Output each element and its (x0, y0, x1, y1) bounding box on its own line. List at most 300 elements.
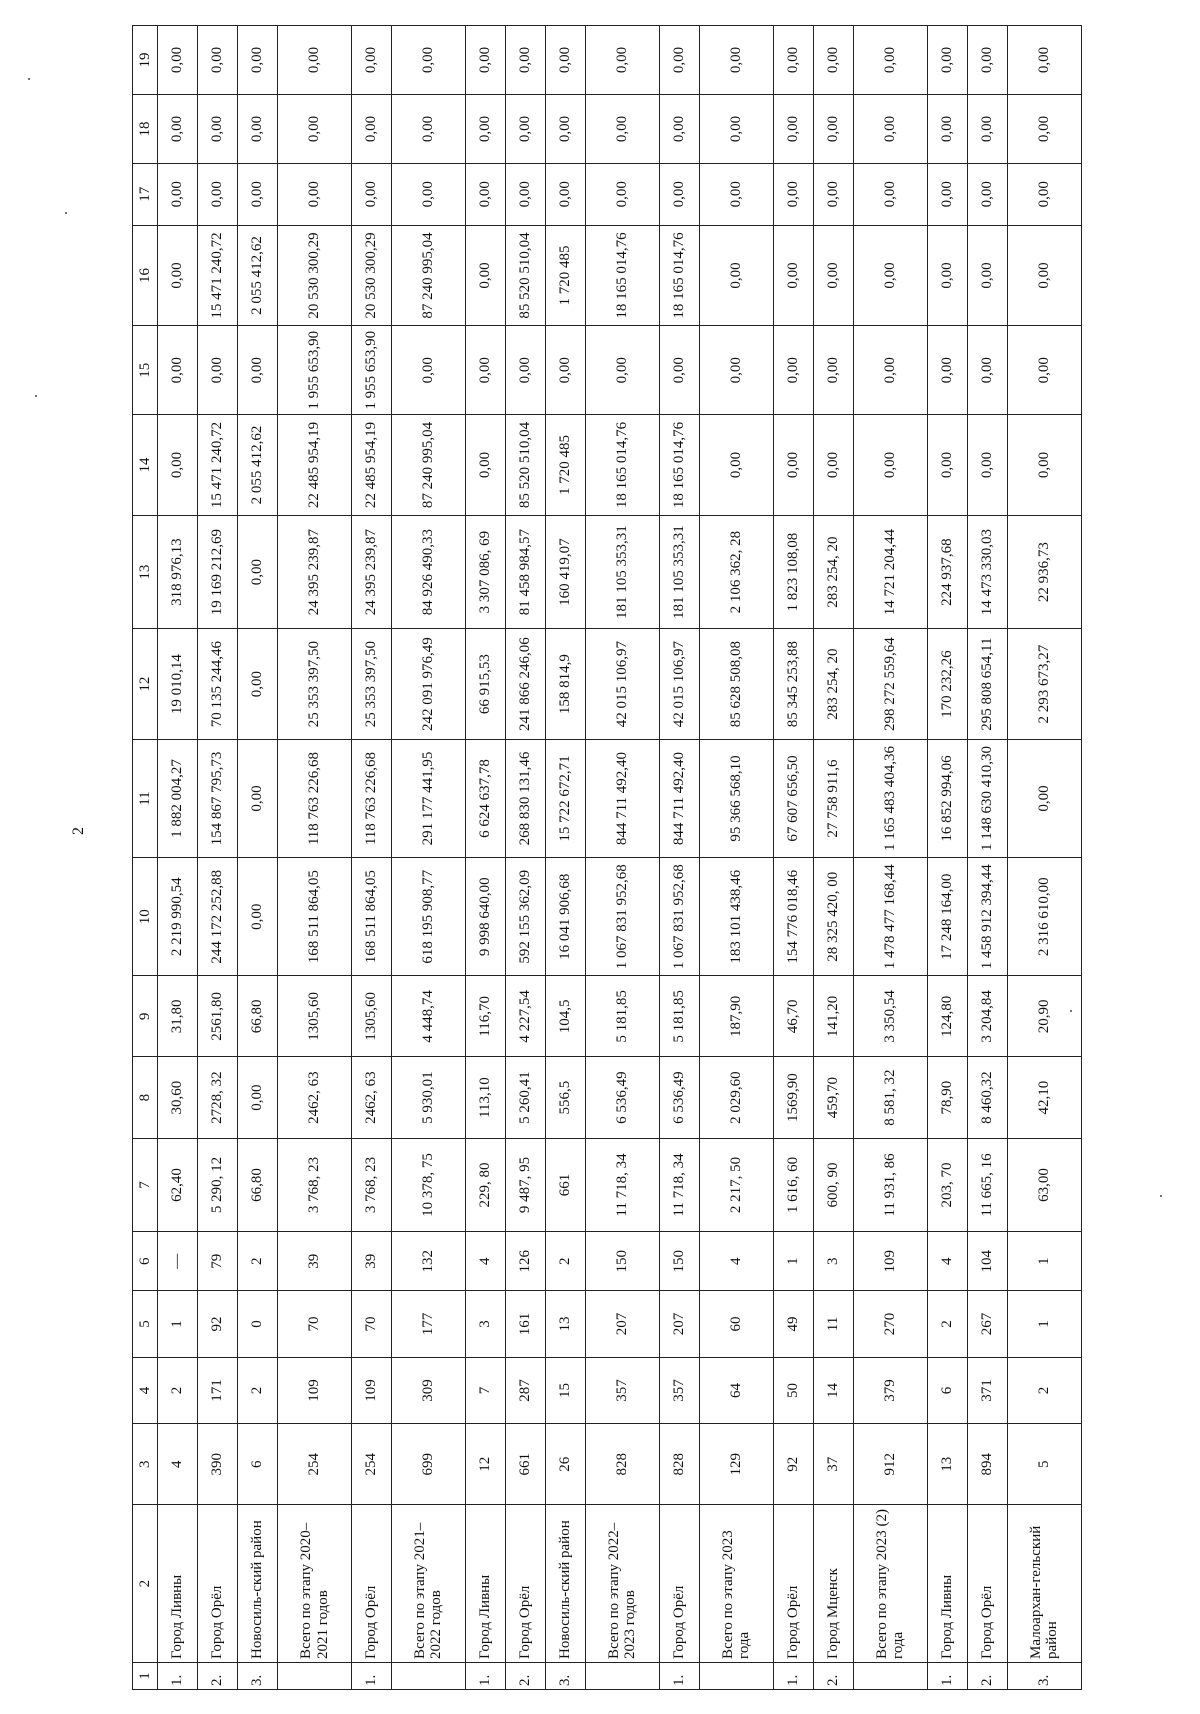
table-cell: 154 867 795,73 (198, 739, 238, 857)
table-row (699, 26, 773, 1690)
table-cell: 379 (853, 1357, 927, 1423)
table-cell: 168 511 864,05 (278, 858, 352, 976)
table-cell: 22 936,73 (1007, 515, 1081, 628)
table-cell: 1. (352, 1662, 392, 1689)
table-cell: 1 (773, 1232, 813, 1291)
table-cell: 0,00 (699, 26, 773, 95)
table-cell: 0,00 (967, 415, 1007, 516)
table-cell: 1 823 108,08 (773, 515, 813, 628)
table-cell: 14 (813, 1357, 853, 1423)
table-cell: 0,00 (198, 26, 238, 95)
table-cell: 11 718, 34 (586, 1138, 660, 1232)
table-cell: 126 (505, 1232, 545, 1291)
table-cell: 62,40 (158, 1138, 198, 1232)
table-cell: 0,00 (586, 95, 660, 164)
table-cell: 1 067 831 952,68 (659, 858, 699, 976)
table-cell: 2 (238, 1232, 278, 1291)
table-cell: 15 471 240,72 (198, 225, 238, 326)
table-cell: 3 768, 23 (352, 1138, 392, 1232)
table-cell: 161 (505, 1291, 545, 1357)
table-cell: 0,00 (238, 164, 278, 226)
data-table (132, 25, 1082, 1690)
table-cell: 20,90 (1007, 976, 1081, 1057)
table-cell: 267 (967, 1291, 1007, 1357)
table-cell: 11 931, 86 (853, 1138, 927, 1232)
table-cell: 0,00 (352, 95, 392, 164)
table-cell: 81 458 984,57 (505, 515, 545, 628)
table-cell: 0,00 (158, 26, 198, 95)
table-cell: 0,00 (158, 326, 198, 415)
table-cell: 1 (1007, 1291, 1081, 1357)
table-cell: 0,00 (1007, 95, 1081, 164)
table-cell: 1 148 630 410,30 (967, 739, 1007, 857)
column-header: 19 (133, 26, 158, 95)
table-cell: 67 607 656,50 (773, 739, 813, 857)
table-cell: 0,00 (813, 415, 853, 516)
scan-speck (1160, 1195, 1162, 1197)
table-cell: 291 177 441,95 (392, 739, 466, 857)
table-cell: 0,00 (392, 164, 466, 226)
table-cell (586, 1662, 660, 1689)
table-cell: 16 041 906,68 (546, 858, 586, 976)
table-cell: 1305,60 (352, 976, 392, 1057)
table-cell: 0,00 (392, 26, 466, 95)
table-cell: 0,00 (198, 164, 238, 226)
table-cell: 203, 70 (927, 1138, 967, 1232)
table-cell: 0,00 (586, 26, 660, 95)
table-cell: Малоархан-гельский район (1007, 1505, 1081, 1663)
table-cell: 1. (927, 1662, 967, 1689)
column-header: 12 (133, 629, 158, 740)
table-cell: 6 (238, 1424, 278, 1505)
table-cell: 0,00 (238, 26, 278, 95)
table-cell: 7 (465, 1357, 505, 1423)
table-cell: 129 (699, 1424, 773, 1505)
table-cell: 0,00 (927, 95, 967, 164)
table-row (546, 26, 586, 1690)
table-cell: 20 530 300,29 (352, 225, 392, 326)
scan-speck (35, 395, 37, 397)
table-row (659, 26, 699, 1690)
table-cell: 6 536,49 (659, 1057, 699, 1138)
table-cell: 0,00 (773, 415, 813, 516)
table-cell: 0,00 (158, 164, 198, 226)
column-header: 1 (133, 1662, 158, 1689)
table-cell: 15 (546, 1357, 586, 1423)
table-cell: 661 (546, 1138, 586, 1232)
table-cell: 0,00 (927, 164, 967, 226)
table-cell: 0,00 (586, 326, 660, 415)
table-cell: 11 718, 34 (659, 1138, 699, 1232)
table-cell: 84 926 490,33 (392, 515, 466, 628)
table-cell: 0,00 (1007, 26, 1081, 95)
table-cell: 5 181,85 (659, 976, 699, 1057)
table-cell: 0,00 (659, 26, 699, 95)
table-cell: 828 (586, 1424, 660, 1505)
table-cell: 894 (967, 1424, 1007, 1505)
table-cell: 0,00 (158, 415, 198, 516)
table-row (1007, 26, 1081, 1690)
table-cell: 0,00 (853, 26, 927, 95)
table-cell: 0,00 (773, 95, 813, 164)
table-cell: 15 471 240,72 (198, 415, 238, 516)
table-cell: 0,00 (1007, 415, 1081, 516)
table-cell: 0,00 (546, 95, 586, 164)
table-row (352, 26, 392, 1690)
table-cell: 0,00 (158, 225, 198, 326)
table-cell: 0,00 (927, 225, 967, 326)
table-cell: 49 (773, 1291, 813, 1357)
table-cell: 0,00 (967, 26, 1007, 95)
column-header: 18 (133, 95, 158, 164)
column-header: 17 (133, 164, 158, 226)
table-cell: 0,00 (813, 326, 853, 415)
table-cell: 298 272 559,64 (853, 629, 927, 740)
table-cell: 78,90 (927, 1057, 967, 1138)
table-cell: 268 830 131,46 (505, 739, 545, 857)
table-cell: Город Ливны (927, 1505, 967, 1663)
table-cell: 2 029,60 (699, 1057, 773, 1138)
table-cell: 1 067 831 952,68 (586, 858, 660, 976)
table-cell: 459,70 (813, 1057, 853, 1138)
table-cell (278, 1662, 352, 1689)
table-cell: 1 955 653,90 (352, 326, 392, 415)
table-cell: 0,00 (773, 326, 813, 415)
table-cell: 187,90 (699, 976, 773, 1057)
table-cell: 357 (659, 1357, 699, 1423)
table-cell: Город Орёл (967, 1505, 1007, 1663)
table-cell: 2 217, 50 (699, 1138, 773, 1232)
table-cell: 5 181,85 (586, 976, 660, 1057)
table-cell: 0,00 (465, 225, 505, 326)
table-cell: 0,00 (967, 225, 1007, 326)
table-cell: 42,10 (1007, 1057, 1081, 1138)
table-cell: 5 290, 12 (198, 1138, 238, 1232)
table-cell: 2462, 63 (278, 1057, 352, 1138)
table-cell: 207 (586, 1291, 660, 1357)
table-cell: 828 (659, 1424, 699, 1505)
table-cell: 1 720 485 (546, 225, 586, 326)
table-cell: 2 219 990,54 (158, 858, 198, 976)
table-cell: 154 776 018,46 (773, 858, 813, 976)
table-cell (392, 1662, 466, 1689)
table-cell: 1 458 912 394,44 (967, 858, 1007, 976)
table-cell: 0,00 (967, 326, 1007, 415)
table-cell: 318 976,13 (158, 515, 198, 628)
table-cell: 11 665, 16 (967, 1138, 1007, 1232)
table-cell: 1 882 004,27 (158, 739, 198, 857)
table-cell: 2. (813, 1662, 853, 1689)
table-cell: 283 254, 20 (813, 629, 853, 740)
table-cell: 3 204,84 (967, 976, 1007, 1057)
table-cell: 30,60 (158, 1057, 198, 1138)
table-row (967, 26, 1007, 1690)
table-cell: 104,5 (546, 976, 586, 1057)
table-cell: 92 (198, 1291, 238, 1357)
table-cell: 2 293 673,27 (1007, 629, 1081, 740)
table-cell: 1. (773, 1662, 813, 1689)
table-cell: 183 101 438,46 (699, 858, 773, 976)
table-cell: 0,00 (546, 26, 586, 95)
table-cell: 2. (198, 1662, 238, 1689)
table-cell: 25 353 397,50 (278, 629, 352, 740)
table-cell: 0,00 (505, 26, 545, 95)
table-cell: 12 (465, 1424, 505, 1505)
table-cell: 1569,90 (773, 1057, 813, 1138)
table-cell: 150 (586, 1232, 660, 1291)
table-cell: 85 628 508,08 (699, 629, 773, 740)
table-cell: 79 (198, 1232, 238, 1291)
table-cell: 70 (352, 1291, 392, 1357)
table-cell: 242 091 976,49 (392, 629, 466, 740)
table-cell: 295 808 654,11 (967, 629, 1007, 740)
table-cell: 0,00 (699, 326, 773, 415)
table-cell: 5 260,41 (505, 1057, 545, 1138)
table-cell: 109 (278, 1357, 352, 1423)
table-cell: 0,00 (465, 164, 505, 226)
table-cell: 104 (967, 1232, 1007, 1291)
table-cell: 600, 90 (813, 1138, 853, 1232)
table-cell: 24 395 239,87 (278, 515, 352, 628)
table-cell: 28 325 420, 00 (813, 858, 853, 976)
table-cell: 66,80 (238, 1138, 278, 1232)
table-cell: 0,00 (773, 26, 813, 95)
table-cell: 4 (465, 1232, 505, 1291)
table-cell: 390 (198, 1424, 238, 1505)
table-cell: 27 758 911,6 (813, 739, 853, 857)
column-header: 4 (133, 1357, 158, 1423)
table-cell: 0,00 (853, 164, 927, 226)
table-cell: 5 (1007, 1424, 1081, 1505)
table-cell: 912 (853, 1424, 927, 1505)
table-cell: Всего по этапу 2020–2021 годов (278, 1505, 352, 1663)
table-body (158, 26, 1082, 1690)
table-cell: 181 105 353,31 (659, 515, 699, 628)
table-cell: 0,00 (238, 629, 278, 740)
table-cell: 85 520 510,04 (505, 225, 545, 326)
table-cell: 0,00 (352, 26, 392, 95)
table-cell: 31,80 (158, 976, 198, 1057)
table-cell: Всего по этапу 2022–2023 годов (586, 1505, 660, 1663)
table-cell: 4 227,54 (505, 976, 545, 1057)
table-cell: 357 (586, 1357, 660, 1423)
table-cell: 2. (505, 1662, 545, 1689)
table-cell: 22 485 954,19 (352, 415, 392, 516)
table-cell: Город Орёл (773, 1505, 813, 1663)
table-cell: 0,00 (659, 326, 699, 415)
table-cell: 309 (392, 1357, 466, 1423)
table-cell: 85 520 510,04 (505, 415, 545, 516)
rotated-table-wrapper (132, 25, 1082, 1690)
table-cell: 118 763 226,68 (278, 739, 352, 857)
table-cell: 0,00 (699, 225, 773, 326)
table-cell: 50 (773, 1357, 813, 1423)
column-header: 15 (133, 326, 158, 415)
table-cell: 42 015 106,97 (586, 629, 660, 740)
table-cell: 207 (659, 1291, 699, 1357)
table-cell: Город Орёл (352, 1505, 392, 1663)
page-number: 2 (70, 827, 87, 835)
table-cell: 0,00 (238, 739, 278, 857)
table-cell: 1305,60 (278, 976, 352, 1057)
column-header: 11 (133, 739, 158, 857)
table-cell: Город Орёл (505, 1505, 545, 1663)
table-cell: 241 866 246,06 (505, 629, 545, 740)
table-cell: 19 010,14 (158, 629, 198, 740)
table-cell: 556,5 (546, 1057, 586, 1138)
table-cell: 2. (967, 1662, 1007, 1689)
header-row (133, 26, 158, 1690)
table-row (278, 26, 352, 1690)
table-cell: 0,00 (853, 326, 927, 415)
table-cell: 0,00 (238, 515, 278, 628)
table-cell: 19 169 212,69 (198, 515, 238, 628)
table-cell: 244 172 252,88 (198, 858, 238, 976)
table-cell: 254 (352, 1424, 392, 1505)
table-cell: 18 165 014,76 (586, 225, 660, 326)
table-cell: 39 (352, 1232, 392, 1291)
table-cell: 0,00 (505, 95, 545, 164)
table-cell: 0,00 (465, 95, 505, 164)
table-cell: 116,70 (465, 976, 505, 1057)
table-cell: 109 (853, 1232, 927, 1291)
table-row (927, 26, 967, 1690)
table-cell: Город Мценск (813, 1505, 853, 1663)
table-cell: 168 511 864,05 (352, 858, 392, 976)
table-cell: 11 (813, 1291, 853, 1357)
table-cell: 124,80 (927, 976, 967, 1057)
table-cell: Новосиль-ский район (238, 1505, 278, 1663)
table-cell: 22 485 954,19 (278, 415, 352, 516)
table-cell: 4 448,74 (392, 976, 466, 1057)
table-cell: 0,00 (505, 164, 545, 226)
table-cell: 4 (927, 1232, 967, 1291)
table-cell: 3. (1007, 1662, 1081, 1689)
table-cell: 3. (546, 1662, 586, 1689)
table-cell: 0,00 (465, 26, 505, 95)
table-cell: 0,00 (546, 164, 586, 226)
table-cell: 42 015 106,97 (659, 629, 699, 740)
table-cell: 0,00 (238, 858, 278, 976)
table-row (465, 26, 505, 1690)
table-cell: 2 (927, 1291, 967, 1357)
table-cell: 0,00 (392, 326, 466, 415)
table-cell: 592 155 362,09 (505, 858, 545, 976)
table-cell: 0,00 (699, 415, 773, 516)
table-cell: 0,00 (853, 95, 927, 164)
table-cell: 10 378, 75 (392, 1138, 466, 1232)
table-cell: Город Ливны (158, 1505, 198, 1663)
table-row (586, 26, 660, 1690)
column-header: 3 (133, 1424, 158, 1505)
column-header: 8 (133, 1057, 158, 1138)
table-cell: 13 (546, 1291, 586, 1357)
table-cell: 0,00 (198, 326, 238, 415)
table-cell: 9 998 640,00 (465, 858, 505, 976)
table-cell: 0,00 (853, 225, 927, 326)
table-cell: 0,00 (465, 326, 505, 415)
table-cell: 0,00 (699, 164, 773, 226)
table-cell: 3. (238, 1662, 278, 1689)
table-cell: 0,00 (278, 26, 352, 95)
table-cell: 2 (238, 1357, 278, 1423)
table-cell: 66,80 (238, 976, 278, 1057)
scan-speck (65, 212, 67, 214)
table-cell: 95 366 568,10 (699, 739, 773, 857)
table-cell: 16 852 994,06 (927, 739, 967, 857)
table-cell: 113,10 (465, 1057, 505, 1138)
table-cell: 0,00 (1007, 326, 1081, 415)
table-cell: Всего по этапу 2021–2022 годов (392, 1505, 466, 1663)
table-cell: 132 (392, 1232, 466, 1291)
table-cell: 2 (158, 1357, 198, 1423)
table-cell: 2462, 63 (352, 1057, 392, 1138)
table-cell: 25 353 397,50 (352, 629, 392, 740)
table-cell: 0,00 (813, 225, 853, 326)
table-cell: 0,00 (853, 415, 927, 516)
table-cell: 699 (392, 1424, 466, 1505)
table-cell: 2 106 362, 28 (699, 515, 773, 628)
table-cell: 0,00 (1007, 164, 1081, 226)
table-row (238, 26, 278, 1690)
table-cell: 0,00 (659, 164, 699, 226)
table-cell: 15 722 672,71 (546, 739, 586, 857)
table-cell: 3 (813, 1232, 853, 1291)
table-cell: 18 165 014,76 (659, 415, 699, 516)
table-cell: 8 581, 32 (853, 1057, 927, 1138)
table-cell: 844 711 492,40 (586, 739, 660, 857)
table-cell: 60 (699, 1291, 773, 1357)
table-cell: 70 135 244,46 (198, 629, 238, 740)
table-cell: 287 (505, 1357, 545, 1423)
table-cell: 70 (278, 1291, 352, 1357)
table-cell: 229, 80 (465, 1138, 505, 1232)
scan-speck (28, 78, 30, 80)
table-cell: 109 (352, 1357, 392, 1423)
table-cell: 0 (238, 1291, 278, 1357)
table-cell: 118 763 226,68 (352, 739, 392, 857)
table-cell: 2728, 32 (198, 1057, 238, 1138)
table-cell: 0,00 (392, 95, 466, 164)
table-cell: 0,00 (158, 95, 198, 164)
table-cell: 3 768, 23 (278, 1138, 352, 1232)
table-cell: 66 915,53 (465, 629, 505, 740)
column-header: 7 (133, 1138, 158, 1232)
table-cell: 0,00 (238, 326, 278, 415)
table-cell: 26 (546, 1424, 586, 1505)
column-header: 2 (133, 1505, 158, 1663)
table-cell: 0,00 (927, 415, 967, 516)
table-cell: 1. (158, 1662, 198, 1689)
table-cell: 158 814,9 (546, 629, 586, 740)
table-cell: 0,00 (586, 164, 660, 226)
table-cell: 0,00 (352, 164, 392, 226)
table-cell: 150 (659, 1232, 699, 1291)
table-cell: 0,00 (278, 164, 352, 226)
table-cell: 87 240 995,04 (392, 415, 466, 516)
table-cell: 177 (392, 1291, 466, 1357)
table-row (198, 26, 238, 1690)
table-cell: Всего по этапу 2023 (2) года (853, 1505, 927, 1663)
table-cell: 18 165 014,76 (659, 225, 699, 326)
table-cell: 2 (546, 1232, 586, 1291)
table-row (773, 26, 813, 1690)
table-cell: 3 307 086, 69 (465, 515, 505, 628)
table-cell: 8 460,32 (967, 1057, 1007, 1138)
table-cell: 0,00 (1007, 739, 1081, 857)
column-header: 13 (133, 515, 158, 628)
table-cell: 0,00 (238, 95, 278, 164)
